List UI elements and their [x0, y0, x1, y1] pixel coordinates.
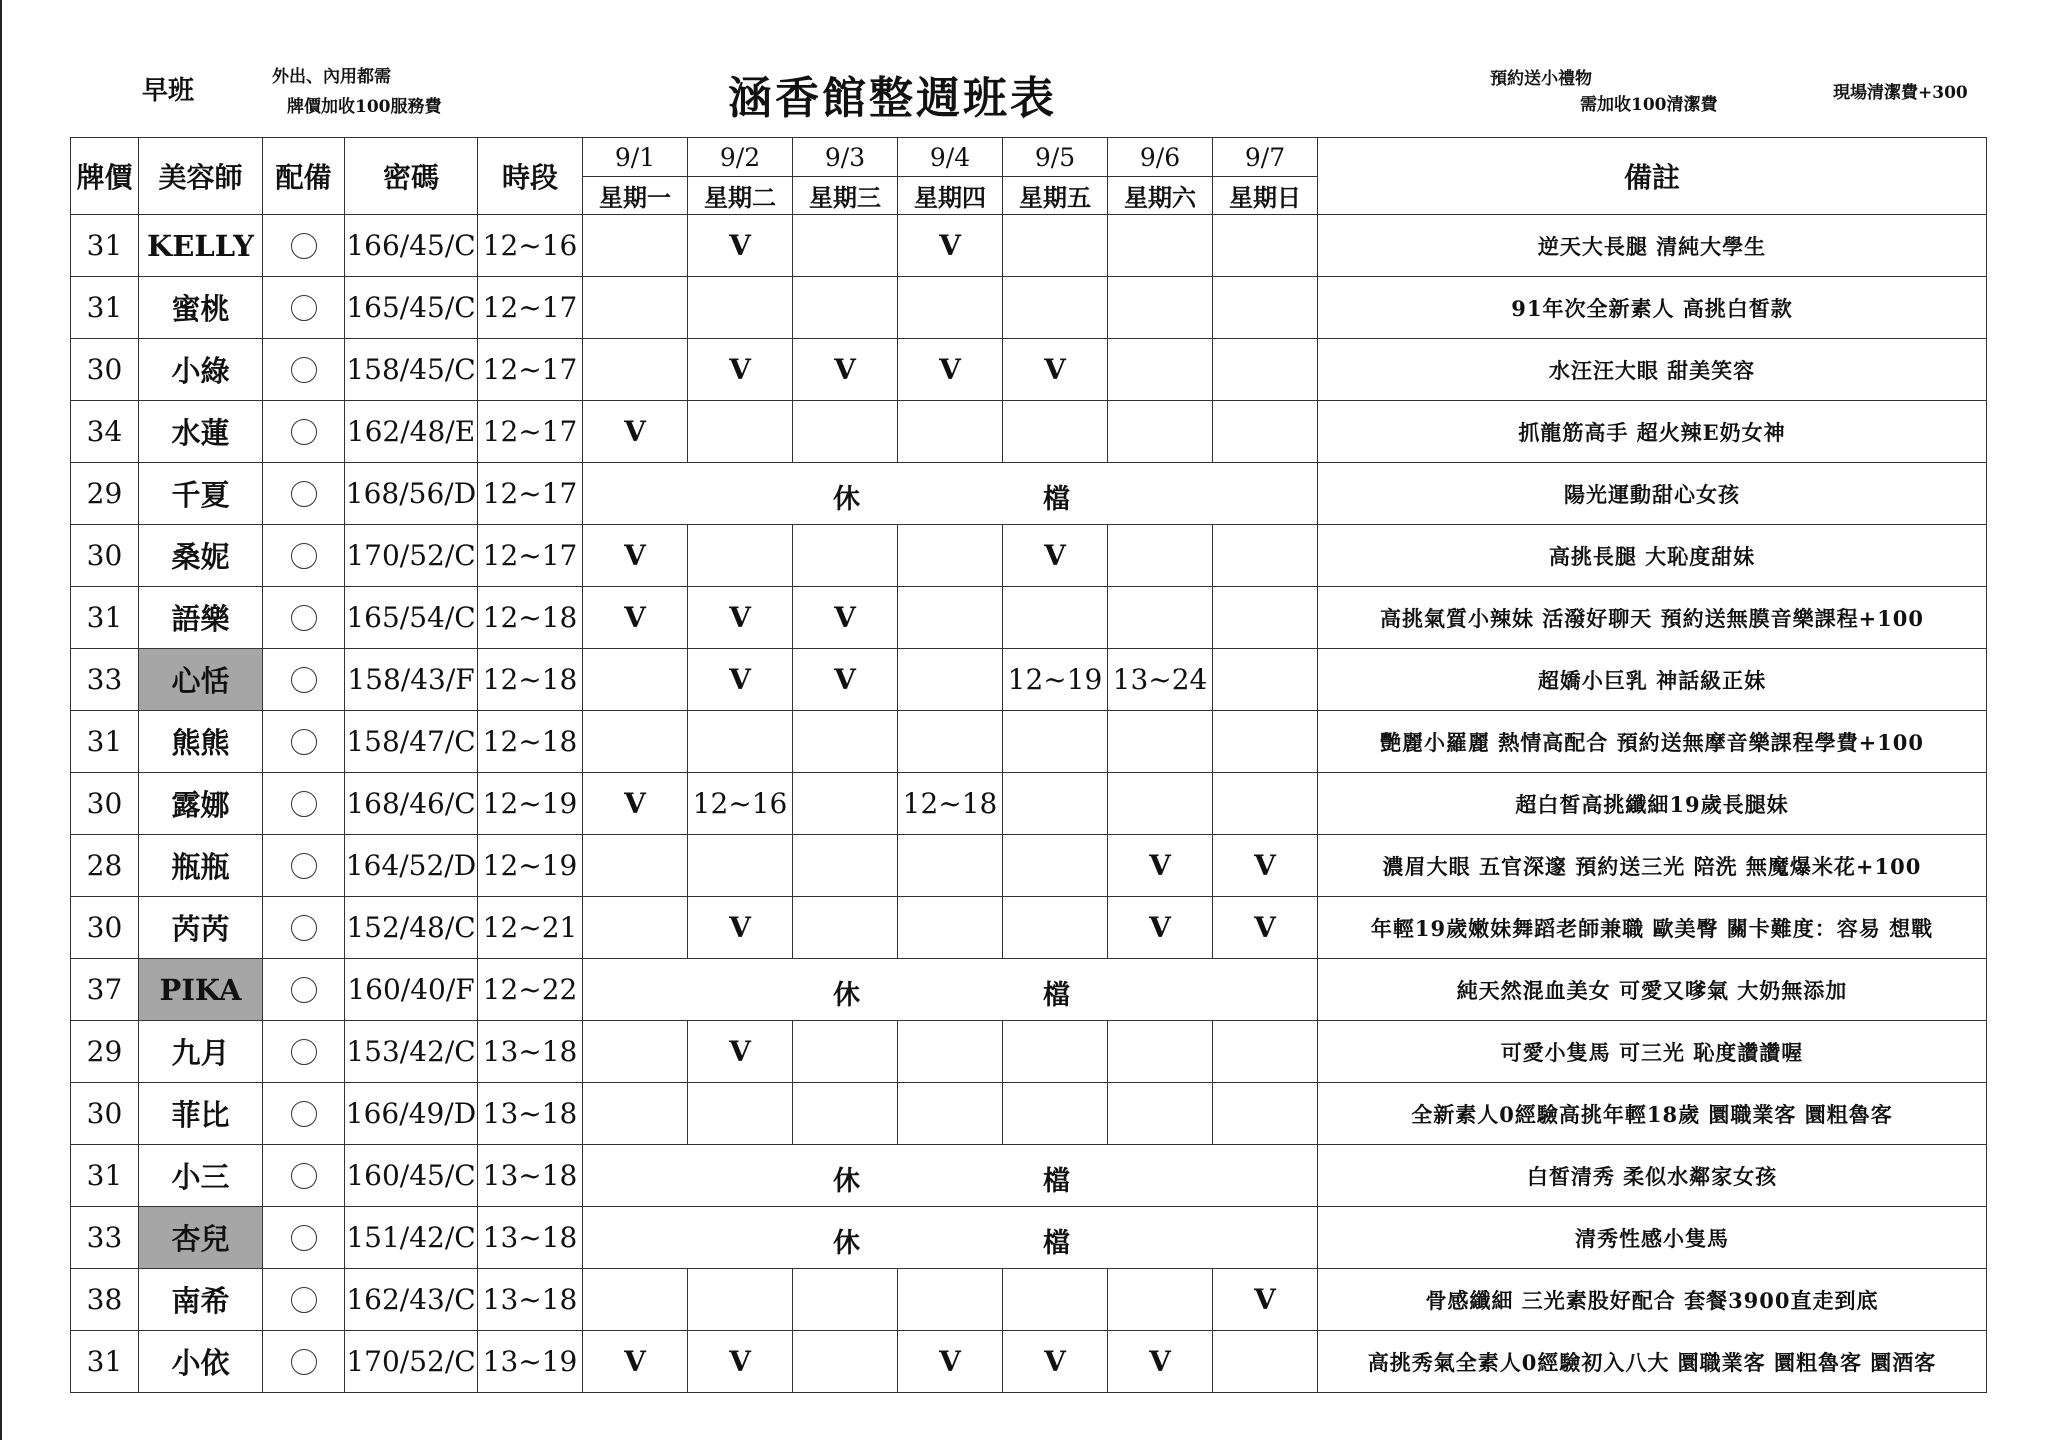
day-cell [793, 1331, 898, 1393]
col-header-date: 9/7 [1213, 138, 1318, 177]
code-cell: 158/45/C [345, 339, 478, 401]
period-cell: 13~18 [478, 1207, 583, 1269]
code-cell: 153/42/C [345, 1021, 478, 1083]
day-cell: V [688, 649, 793, 711]
day-cell [1003, 215, 1108, 277]
day-cell [583, 711, 688, 773]
circle-icon [291, 915, 317, 941]
price-cell: 29 [71, 463, 139, 525]
equip-cell [263, 649, 345, 711]
remark-cell: 91年次全新素人 高挑白皙款 [1318, 277, 1987, 339]
day-cell [688, 835, 793, 897]
table-row [71, 897, 1987, 959]
code-cell: 165/54/C [345, 587, 478, 649]
price-cell: 30 [71, 1083, 139, 1145]
day-cell [793, 773, 898, 835]
price-cell: 30 [71, 773, 139, 835]
day-cell: V [898, 339, 1003, 401]
table-row [71, 959, 1987, 1021]
circle-icon [291, 233, 317, 259]
therapist-name: 小依 [139, 1331, 263, 1393]
col-header-weekday: 星期五 [1003, 177, 1108, 215]
day-cell [1108, 1083, 1213, 1145]
period-cell: 12~19 [478, 773, 583, 835]
rest-label-1: 休 [833, 484, 860, 515]
page-left-border [0, 0, 2, 1440]
price-cell: 30 [71, 339, 139, 401]
day-cell [688, 401, 793, 463]
day-cell [1213, 525, 1318, 587]
col-header-equip: 配備 [263, 138, 345, 215]
remark-cell: 超白皙高挑纖細19歲長腿妹 [1318, 773, 1987, 835]
therapist-name: 水蓮 [139, 401, 263, 463]
code-cell: 162/48/E [345, 401, 478, 463]
price-cell: 38 [71, 1269, 139, 1331]
period-cell: 12~21 [478, 897, 583, 959]
day-cell: V [898, 215, 1003, 277]
day-cell [1108, 525, 1213, 587]
day-cell [1108, 1021, 1213, 1083]
circle-icon [291, 791, 317, 817]
day-cell [793, 1083, 898, 1145]
remark-cell: 高挑氣質小辣妹 活潑好聊天 預約送無膜音樂課程+100 [1318, 587, 1987, 649]
day-cell: V [1213, 1269, 1318, 1331]
day-cell [1003, 835, 1108, 897]
col-header-weekday: 星期三 [793, 177, 898, 215]
table-row [71, 401, 1987, 463]
day-cell [1003, 897, 1108, 959]
period-cell: 12~18 [478, 711, 583, 773]
day-cell [793, 1021, 898, 1083]
day-cell: V [583, 525, 688, 587]
table-row [71, 463, 1987, 525]
period-cell: 12~18 [478, 649, 583, 711]
page-title: 涵香館整週班表 [728, 73, 1057, 124]
day-cell: V [688, 1331, 793, 1393]
price-cell: 31 [71, 277, 139, 339]
day-cell: 12~18 [898, 773, 1003, 835]
circle-icon [291, 295, 317, 321]
period-cell: 13~18 [478, 1021, 583, 1083]
code-cell: 166/49/D [345, 1083, 478, 1145]
day-cell [1003, 1083, 1108, 1145]
day-cell [793, 401, 898, 463]
equip-cell [263, 1021, 345, 1083]
equip-cell [263, 1207, 345, 1269]
remark-cell: 白皙清秀 柔似水鄰家女孩 [1318, 1145, 1987, 1207]
rest-label-2: 檔 [1043, 484, 1070, 515]
day-cell: V [583, 1331, 688, 1393]
therapist-name: PIKA [139, 959, 263, 1021]
day-cell [898, 401, 1003, 463]
day-cell: V [1003, 525, 1108, 587]
day-cell [793, 897, 898, 959]
day-cell [1108, 711, 1213, 773]
rest-cell [583, 1207, 1318, 1269]
code-cell: 158/47/C [345, 711, 478, 773]
day-cell [1213, 215, 1318, 277]
day-cell [583, 835, 688, 897]
therapist-name: 瓶瓶 [139, 835, 263, 897]
day-cell [583, 1269, 688, 1331]
day-cell: V [793, 587, 898, 649]
service-fee-note-line2: 牌價加收100服務費 [287, 97, 442, 117]
col-header-weekday: 星期一 [583, 177, 688, 215]
equip-cell [263, 339, 345, 401]
day-cell [1108, 215, 1213, 277]
equip-cell [263, 711, 345, 773]
remark-cell: 全新素人0經驗高挑年輕18歲 圜職業客 圜粗魯客 [1318, 1083, 1987, 1145]
day-cell: V [688, 1021, 793, 1083]
day-cell: 12~19 [1003, 649, 1108, 711]
day-cell: V [688, 215, 793, 277]
day-cell: V [793, 339, 898, 401]
circle-icon [291, 1163, 317, 1189]
equip-cell [263, 835, 345, 897]
remark-cell: 抓龍筋高手 超火辣E奶女神 [1318, 401, 1987, 463]
table-row [71, 587, 1987, 649]
circle-icon [291, 1225, 317, 1251]
therapist-name: 菲比 [139, 1083, 263, 1145]
table-row [71, 1269, 1987, 1331]
code-cell: 152/48/C [345, 897, 478, 959]
price-cell: 31 [71, 711, 139, 773]
day-cell [898, 835, 1003, 897]
therapist-name: 語樂 [139, 587, 263, 649]
period-cell: 12~17 [478, 277, 583, 339]
therapist-name: 芮芮 [139, 897, 263, 959]
day-cell [1108, 1269, 1213, 1331]
rest-label-1: 休 [833, 1166, 860, 1197]
day-cell: V [793, 649, 898, 711]
circle-icon [291, 543, 317, 569]
day-cell [898, 649, 1003, 711]
day-cell [1213, 711, 1318, 773]
circle-icon [291, 605, 317, 631]
day-cell [1213, 1331, 1318, 1393]
price-cell: 30 [71, 525, 139, 587]
col-header-period: 時段 [478, 138, 583, 215]
table-row [71, 1145, 1987, 1207]
equip-cell [263, 1331, 345, 1393]
day-cell [1108, 277, 1213, 339]
price-cell: 31 [71, 587, 139, 649]
col-header-date: 9/4 [898, 138, 1003, 177]
circle-icon [291, 481, 317, 507]
day-cell: 12~16 [688, 773, 793, 835]
period-cell: 12~16 [478, 215, 583, 277]
table-row [71, 1207, 1987, 1269]
col-header-date: 9/6 [1108, 138, 1213, 177]
day-cell: V [583, 587, 688, 649]
col-header-price: 牌價 [71, 138, 139, 215]
circle-icon [291, 1101, 317, 1127]
price-cell: 31 [71, 1331, 139, 1393]
day-cell [688, 277, 793, 339]
day-cell [793, 215, 898, 277]
equip-cell [263, 587, 345, 649]
day-cell: V [1213, 835, 1318, 897]
day-cell [793, 525, 898, 587]
day-cell [583, 215, 688, 277]
table-row [71, 649, 1987, 711]
table-row [71, 773, 1987, 835]
remark-cell: 高挑長腿 大恥度甜妹 [1318, 525, 1987, 587]
table-row [71, 277, 1987, 339]
therapist-name: 熊熊 [139, 711, 263, 773]
col-header-weekday: 星期六 [1108, 177, 1213, 215]
therapist-name: 蜜桃 [139, 277, 263, 339]
remark-cell: 純天然混血美女 可愛又嗲氣 大奶無添加 [1318, 959, 1987, 1021]
shift-label: 早班 [142, 76, 195, 106]
col-header-date: 9/2 [688, 138, 793, 177]
equip-cell [263, 773, 345, 835]
day-cell [793, 835, 898, 897]
code-cell: 158/43/F [345, 649, 478, 711]
period-cell: 13~19 [478, 1331, 583, 1393]
code-cell: 160/45/C [345, 1145, 478, 1207]
price-cell: 29 [71, 1021, 139, 1083]
day-cell [1003, 401, 1108, 463]
gift-note-line2: 需加收100清潔費 [1580, 95, 1718, 115]
circle-icon [291, 419, 317, 445]
therapist-name: 千夏 [139, 463, 263, 525]
remark-cell: 濃眉大眼 五官深邃 預約送三光 陪洗 無魔爆米花+100 [1318, 835, 1987, 897]
day-cell [898, 587, 1003, 649]
remark-cell: 清秀性感小隻馬 [1318, 1207, 1987, 1269]
rest-label-1: 休 [833, 1228, 860, 1259]
price-cell: 31 [71, 215, 139, 277]
day-cell [688, 1083, 793, 1145]
circle-icon [291, 1349, 317, 1375]
therapist-name: 南希 [139, 1269, 263, 1331]
day-cell [1213, 649, 1318, 711]
col-header-weekday: 星期二 [688, 177, 793, 215]
col-header-date: 9/1 [583, 138, 688, 177]
day-cell [1003, 1269, 1108, 1331]
table-row [71, 1021, 1987, 1083]
remark-cell: 逆天大長腿 清純大學生 [1318, 215, 1987, 277]
day-cell [688, 711, 793, 773]
equip-cell [263, 401, 345, 463]
day-cell [1213, 1021, 1318, 1083]
equip-cell [263, 215, 345, 277]
period-cell: 12~22 [478, 959, 583, 1021]
therapist-name: 小綠 [139, 339, 263, 401]
day-cell [793, 711, 898, 773]
schedule-table [70, 137, 1987, 1393]
day-cell [583, 277, 688, 339]
equip-cell [263, 1145, 345, 1207]
price-cell: 33 [71, 649, 139, 711]
day-cell [1213, 587, 1318, 649]
day-cell [898, 525, 1003, 587]
col-header-weekday: 星期日 [1213, 177, 1318, 215]
day-cell: V [688, 587, 793, 649]
code-cell: 168/46/C [345, 773, 478, 835]
day-cell: V [583, 773, 688, 835]
remark-cell: 骨感纖細 三光素股好配合 套餐3900直走到底 [1318, 1269, 1987, 1331]
equip-cell [263, 959, 345, 1021]
day-cell [583, 649, 688, 711]
table-row [71, 339, 1987, 401]
equip-cell [263, 277, 345, 339]
rest-label-2: 檔 [1043, 980, 1070, 1011]
day-cell [898, 897, 1003, 959]
day-cell: V [1213, 897, 1318, 959]
col-header-weekday: 星期四 [898, 177, 1003, 215]
therapist-name: 小三 [139, 1145, 263, 1207]
day-cell [1003, 277, 1108, 339]
col-header-date: 9/5 [1003, 138, 1108, 177]
circle-icon [291, 357, 317, 383]
day-cell: V [1108, 1331, 1213, 1393]
day-cell [898, 711, 1003, 773]
day-cell: V [1108, 897, 1213, 959]
price-cell: 30 [71, 897, 139, 959]
rest-label-1: 休 [833, 980, 860, 1011]
rest-cell [583, 959, 1318, 1021]
schedule-body [71, 215, 1987, 1393]
day-cell [1108, 401, 1213, 463]
therapist-name: 心恬 [139, 649, 263, 711]
price-cell: 34 [71, 401, 139, 463]
equip-cell [263, 525, 345, 587]
therapist-name: 杏兒 [139, 1207, 263, 1269]
remark-cell: 水汪汪大眼 甜美笑容 [1318, 339, 1987, 401]
period-cell: 12~17 [478, 525, 583, 587]
table-row [71, 835, 1987, 897]
day-cell [793, 277, 898, 339]
circle-icon [291, 977, 317, 1003]
period-cell: 13~18 [478, 1083, 583, 1145]
period-cell: 12~17 [478, 463, 583, 525]
period-cell: 12~17 [478, 401, 583, 463]
period-cell: 12~19 [478, 835, 583, 897]
circle-icon [291, 729, 317, 755]
service-fee-note-line1: 外出、內用都需 [272, 67, 391, 87]
table-row [71, 1083, 1987, 1145]
period-cell: 12~17 [478, 339, 583, 401]
day-cell [1213, 339, 1318, 401]
table-row [71, 525, 1987, 587]
day-cell: V [688, 339, 793, 401]
code-cell: 170/52/C [345, 525, 478, 587]
code-cell: 166/45/C [345, 215, 478, 277]
day-cell [898, 277, 1003, 339]
equip-cell [263, 897, 345, 959]
day-cell: 13~24 [1108, 649, 1213, 711]
day-cell [898, 1021, 1003, 1083]
period-cell: 13~18 [478, 1269, 583, 1331]
equip-cell [263, 1269, 345, 1331]
col-header-remarks: 備註 [1318, 138, 1987, 215]
day-cell: V [1003, 339, 1108, 401]
circle-icon [291, 1039, 317, 1065]
day-cell [583, 1021, 688, 1083]
price-cell: 33 [71, 1207, 139, 1269]
day-cell [583, 897, 688, 959]
code-cell: 168/56/D [345, 463, 478, 525]
day-cell [1108, 339, 1213, 401]
day-cell [583, 1083, 688, 1145]
day-cell [1213, 277, 1318, 339]
code-cell: 151/42/C [345, 1207, 478, 1269]
circle-icon [291, 667, 317, 693]
day-cell [1003, 1021, 1108, 1083]
code-cell: 164/52/D [345, 835, 478, 897]
therapist-name: KELLY [139, 215, 263, 277]
day-cell [583, 339, 688, 401]
day-cell: V [583, 401, 688, 463]
code-cell: 170/52/C [345, 1331, 478, 1393]
period-cell: 12~18 [478, 587, 583, 649]
remark-cell: 可愛小隻馬 可三光 恥度讚讚喔 [1318, 1021, 1987, 1083]
table-row [71, 215, 1987, 277]
code-cell: 160/40/F [345, 959, 478, 1021]
gift-note-line1: 預約送小禮物 [1490, 69, 1592, 89]
circle-icon [291, 853, 317, 879]
price-cell: 28 [71, 835, 139, 897]
table-row [71, 1331, 1987, 1393]
table-row [71, 711, 1987, 773]
col-header-date: 9/3 [793, 138, 898, 177]
day-cell: V [1003, 1331, 1108, 1393]
remark-cell: 高挑秀氣全素人0經驗初入八大 圜職業客 圜粗魯客 圜酒客 [1318, 1331, 1987, 1393]
remark-cell: 陽光運動甜心女孩 [1318, 463, 1987, 525]
rest-cell [583, 1145, 1318, 1207]
cleaning-fee-note: 現場清潔費+300 [1833, 83, 1968, 103]
remark-cell: 超嬌小巨乳 神話級正妹 [1318, 649, 1987, 711]
therapist-name: 九月 [139, 1021, 263, 1083]
price-cell: 37 [71, 959, 139, 1021]
circle-icon [291, 1287, 317, 1313]
day-cell [1108, 587, 1213, 649]
day-cell [1108, 773, 1213, 835]
day-cell [898, 1269, 1003, 1331]
rest-cell [583, 463, 1318, 525]
day-cell: V [1108, 835, 1213, 897]
day-cell [1003, 773, 1108, 835]
day-cell [688, 1269, 793, 1331]
equip-cell [263, 463, 345, 525]
therapist-name: 露娜 [139, 773, 263, 835]
period-cell: 13~18 [478, 1145, 583, 1207]
day-cell [1003, 711, 1108, 773]
equip-cell [263, 1083, 345, 1145]
day-cell: V [898, 1331, 1003, 1393]
code-cell: 162/43/C [345, 1269, 478, 1331]
day-cell [1003, 587, 1108, 649]
remark-cell: 年輕19歲嫩妹舞蹈老師兼職 歐美臀 關卡難度：容易 想戰 [1318, 897, 1987, 959]
rest-label-2: 檔 [1043, 1228, 1070, 1259]
day-cell: V [688, 897, 793, 959]
code-cell: 165/45/C [345, 277, 478, 339]
day-cell [1213, 773, 1318, 835]
day-cell [1213, 1083, 1318, 1145]
rest-label-2: 檔 [1043, 1166, 1070, 1197]
col-header-therapist: 美容師 [139, 138, 263, 215]
day-cell [688, 525, 793, 587]
price-cell: 31 [71, 1145, 139, 1207]
day-cell [898, 1083, 1003, 1145]
col-header-code: 密碼 [345, 138, 478, 215]
remark-cell: 艷麗小羅麗 熱情高配合 預約送無摩音樂課程學費+100 [1318, 711, 1987, 773]
day-cell [793, 1269, 898, 1331]
day-cell [1213, 401, 1318, 463]
therapist-name: 桑妮 [139, 525, 263, 587]
